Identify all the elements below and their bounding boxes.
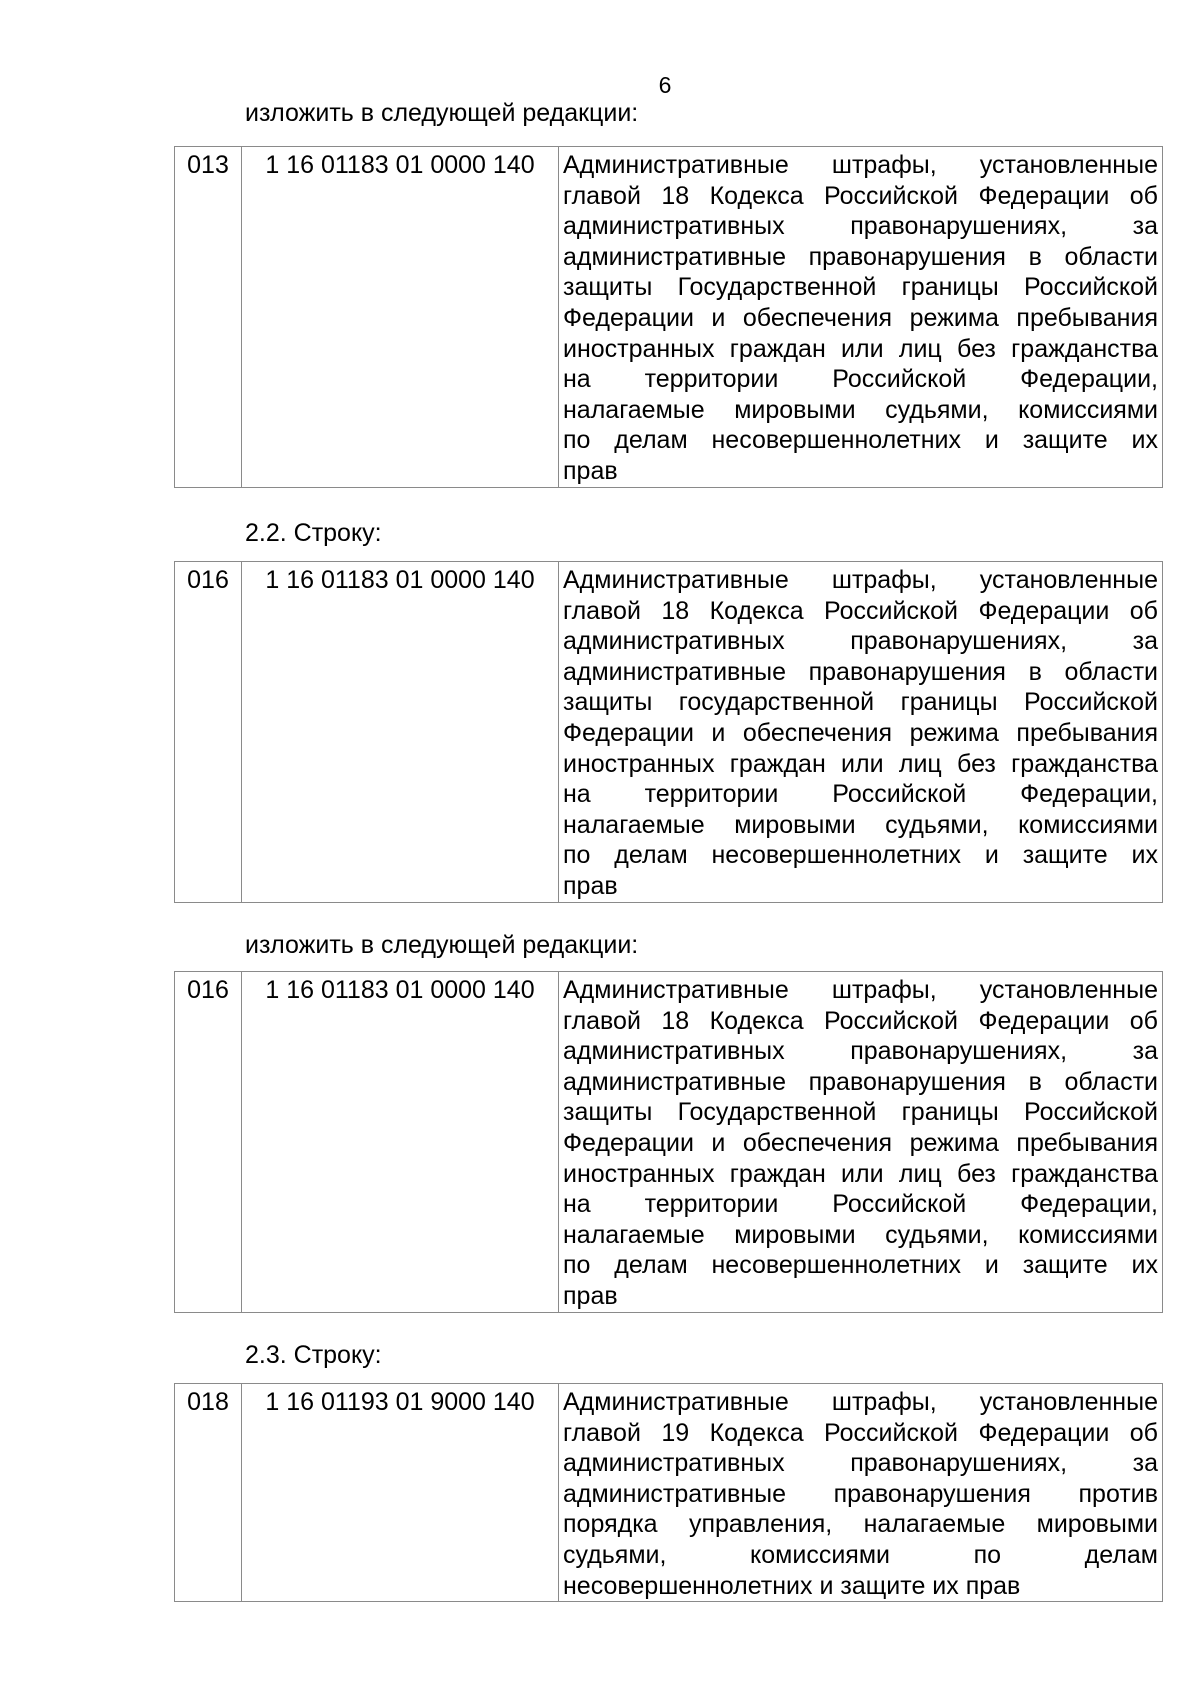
description-line: административные правонарушения против xyxy=(563,1479,1158,1508)
description-line: Федерации и обеспечения режима пребывания xyxy=(563,718,1158,747)
paragraph-item-2-3: 2.3. Строку: xyxy=(245,1341,382,1369)
page-number: 6 xyxy=(658,72,672,98)
description-line: административных правонарушениях, за xyxy=(563,212,1158,241)
kbk-code-cell: 1 16 01183 01 0000 140 xyxy=(242,972,559,1313)
description-line: по делам несовершеннолетних и защите их xyxy=(563,841,1158,870)
description-line: налагаемые мировыми судьями, комиссиями xyxy=(563,395,1158,424)
description-line: административных правонарушениях, за xyxy=(563,1037,1158,1066)
description-cell xyxy=(559,147,1163,488)
description-line: иностранных граждан или лиц без гражданства xyxy=(563,334,1158,363)
description-line: по делам несовершеннолетних и защите их xyxy=(563,1251,1158,1280)
description-line: Федерации и обеспечения режима пребывания xyxy=(563,303,1158,332)
description-cell xyxy=(559,562,1163,903)
kbk-code-cell: 1 16 01183 01 0000 140 xyxy=(242,562,559,903)
description-line: административных правонарушениях, за xyxy=(563,627,1158,656)
description-line: защиты Государственной границы Российской xyxy=(563,273,1158,302)
description-line: Федерации и обеспечения режима пребывания xyxy=(563,1128,1158,1157)
description-line: главой 18 Кодекса Российской Федерации об xyxy=(563,181,1158,210)
description-cell xyxy=(559,1384,1163,1602)
description-line: прав xyxy=(563,871,618,900)
description-line: главой 18 Кодекса Российской Федерации об xyxy=(563,1006,1158,1035)
description-line: на территории Российской Федерации, xyxy=(563,780,1158,809)
table-row xyxy=(175,562,1163,903)
description-line: прав xyxy=(563,1281,618,1310)
table-row xyxy=(175,147,1163,488)
description-line: иностранных граждан или лиц без гражданства xyxy=(563,1159,1158,1188)
table-row xyxy=(175,1384,1163,1602)
paragraph-item-2-2: 2.2. Строку: xyxy=(245,519,382,547)
paragraph-amend-text-2: изложить в следующей редакции: xyxy=(245,931,639,959)
kbk-code-cell: 1 16 01183 01 0000 140 xyxy=(242,147,559,488)
description-line: прав xyxy=(563,456,618,485)
description-line: административных правонарушениях, за xyxy=(563,1449,1158,1478)
description-line: защиты государственной границы Российской xyxy=(563,688,1158,717)
description-line: несовершеннолетних и защите их прав xyxy=(563,1571,1021,1600)
kbk-code-cell: 1 16 01193 01 9000 140 xyxy=(242,1384,559,1602)
admin-code-cell: 016 xyxy=(175,972,242,1313)
admin-code-cell: 016 xyxy=(175,562,242,903)
description-line: на территории Российской Федерации, xyxy=(563,1190,1158,1219)
description-line: Административные штрафы, установленные xyxy=(563,1388,1158,1416)
paragraph-amend-text-1: изложить в следующей редакции: xyxy=(245,99,639,127)
admin-code-cell: 013 xyxy=(175,147,242,488)
description-line: по делам несовершеннолетних и защите их xyxy=(563,426,1158,455)
description-line: Административные штрафы, установленные xyxy=(563,566,1158,594)
budget-code-table-1 xyxy=(174,146,1163,488)
description-line: административные правонарушения в области xyxy=(563,1067,1158,1096)
description-line: административные правонарушения в области xyxy=(563,242,1158,271)
budget-code-table-3 xyxy=(174,971,1163,1313)
description-cell xyxy=(559,972,1163,1313)
description-line: защиты Государственной границы Российской xyxy=(563,1098,1158,1127)
admin-code-cell: 018 xyxy=(175,1384,242,1602)
table-row xyxy=(175,972,1163,1313)
description-line: главой 18 Кодекса Российской Федерации об xyxy=(563,596,1158,625)
description-line: налагаемые мировыми судьями, комиссиями xyxy=(563,810,1158,839)
description-line: Административные штрафы, установленные xyxy=(563,151,1158,179)
description-line: на территории Российской Федерации, xyxy=(563,365,1158,394)
budget-code-table-2 xyxy=(174,561,1163,903)
description-line: иностранных граждан или лиц без гражданства xyxy=(563,749,1158,778)
description-line: судьями, комиссиями по делам xyxy=(563,1540,1158,1569)
description-line: порядка управления, налагаемые мировыми xyxy=(563,1510,1158,1539)
description-line: Административные штрафы, установленные xyxy=(563,976,1158,1004)
description-line: налагаемые мировыми судьями, комиссиями xyxy=(563,1220,1158,1249)
description-line: административные правонарушения в области xyxy=(563,657,1158,686)
description-line: главой 19 Кодекса Российской Федерации об xyxy=(563,1418,1158,1447)
budget-code-table-4 xyxy=(174,1383,1163,1602)
